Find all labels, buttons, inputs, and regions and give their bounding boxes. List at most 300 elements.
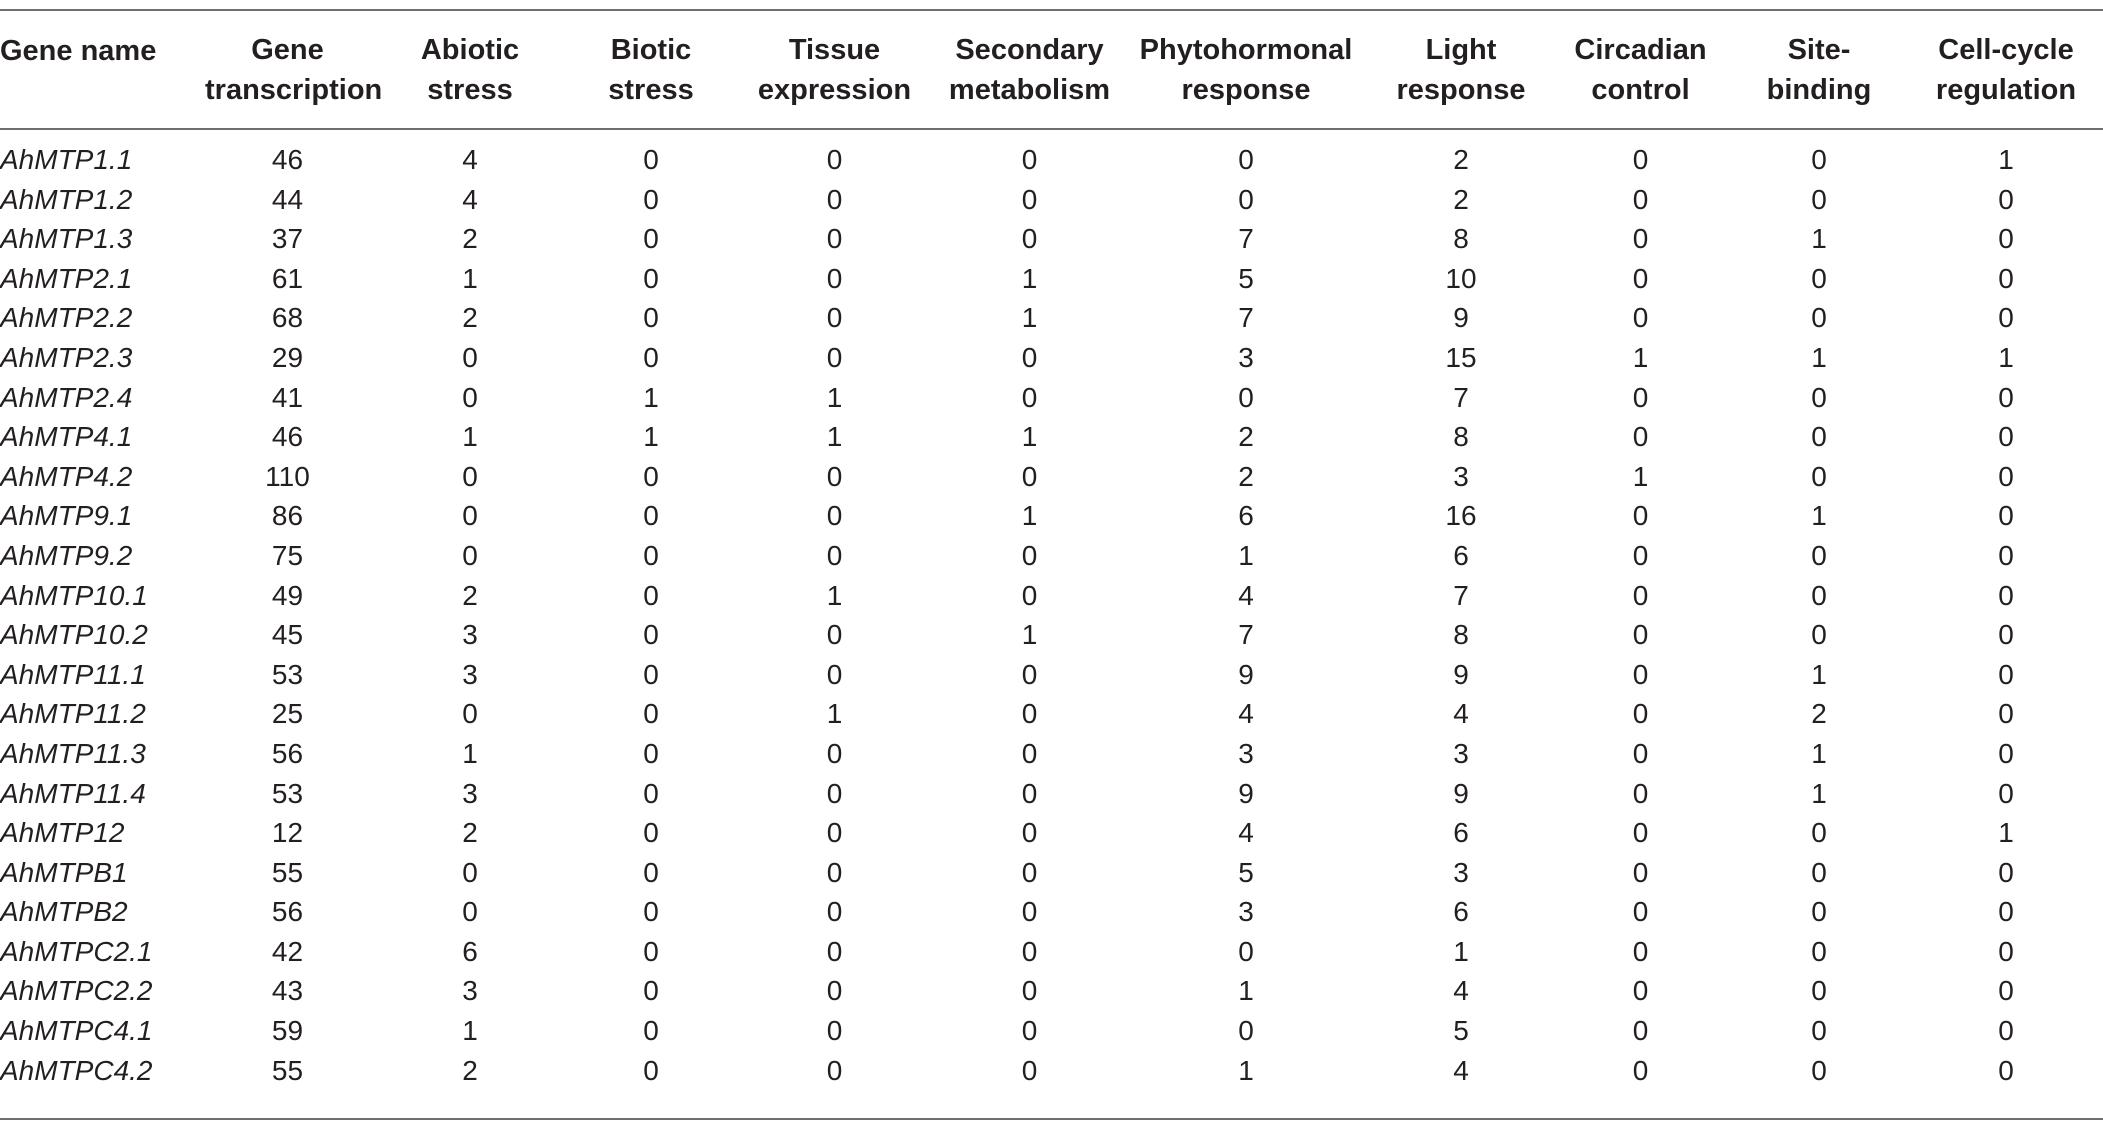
cell-tissue-expression: 1 — [826, 421, 843, 453]
cell-circadian-control: 0 — [1632, 500, 1649, 532]
col-header-abiotic-stress: Abiotic stress — [420, 33, 520, 106]
cell-tissue-expression: 1 — [826, 698, 843, 730]
cell-biotic-stress: 0 — [643, 539, 659, 571]
cell-gene-name: AhMTP4.1 — [0, 421, 133, 453]
cell-abiotic-stress: 3 — [462, 777, 478, 809]
cell-abiotic-stress: 0 — [462, 896, 478, 928]
cell-tissue-expression: 0 — [826, 737, 843, 769]
cell-light-response: 6 — [1453, 817, 1469, 849]
cell-site-binding: 1 — [1811, 658, 1827, 690]
cell-cell-cycle-regulation: 0 — [1998, 421, 2014, 453]
cell-secondary-metabolism: 0 — [1021, 341, 1038, 373]
cell-biotic-stress: 0 — [643, 856, 659, 888]
cell-tissue-expression: 0 — [826, 1015, 843, 1047]
cell-site-binding: 0 — [1811, 421, 1827, 453]
cell-site-binding: 0 — [1811, 144, 1827, 175]
header-row — [0, 11, 2103, 128]
cell-light-response: 9 — [1453, 777, 1469, 809]
cell-circadian-control: 0 — [1632, 262, 1649, 294]
cell-gene-name: AhMTP1.3 — [0, 223, 133, 255]
cell-circadian-control: 0 — [1632, 658, 1649, 690]
col-header-biotic-stress: Biotic stress — [608, 33, 694, 106]
cell-gene-transcription: 56 — [271, 737, 304, 769]
cell-biotic-stress: 0 — [643, 1015, 659, 1047]
cell-cell-cycle-regulation: 0 — [1998, 262, 2014, 294]
cell-light-response: 3 — [1453, 460, 1469, 492]
cell-phytohormonal-response: 7 — [1238, 619, 1254, 651]
cell-tissue-expression: 1 — [826, 579, 843, 611]
cell-secondary-metabolism: 1 — [1021, 421, 1038, 453]
cell-circadian-control: 0 — [1632, 1015, 1649, 1047]
cell-circadian-control: 0 — [1632, 223, 1649, 255]
cell-tissue-expression: 0 — [826, 896, 843, 928]
cell-phytohormonal-response: 0 — [1238, 1015, 1254, 1047]
cell-circadian-control: 0 — [1632, 421, 1649, 453]
cell-cell-cycle-regulation: 0 — [1998, 698, 2014, 730]
table-row — [0, 298, 2103, 338]
cell-cell-cycle-regulation: 1 — [1998, 341, 2014, 373]
cell-biotic-stress: 1 — [643, 421, 659, 453]
cell-circadian-control: 0 — [1632, 1054, 1649, 1086]
cell-gene-transcription: 42 — [271, 935, 304, 967]
cell-circadian-control: 1 — [1632, 460, 1649, 492]
cell-secondary-metabolism: 0 — [1021, 698, 1038, 730]
cell-site-binding: 1 — [1811, 341, 1827, 373]
cell-cell-cycle-regulation: 0 — [1998, 896, 2014, 928]
cell-tissue-expression: 0 — [826, 619, 843, 651]
cell-cell-cycle-regulation: 0 — [1998, 1015, 2014, 1047]
cell-gene-transcription: 55 — [271, 856, 304, 888]
table-row — [0, 655, 2103, 695]
cell-cell-cycle-regulation: 0 — [1998, 777, 2014, 809]
cell-gene-transcription: 110 — [265, 460, 310, 492]
cell-gene-transcription: 46 — [271, 144, 304, 175]
cell-light-response: 8 — [1453, 223, 1469, 255]
cell-site-binding: 0 — [1811, 896, 1827, 928]
cell-biotic-stress: 0 — [643, 223, 659, 255]
cell-circadian-control: 0 — [1632, 539, 1649, 571]
cell-secondary-metabolism: 0 — [1021, 658, 1038, 690]
cell-site-binding: 0 — [1811, 302, 1827, 334]
cell-light-response: 4 — [1453, 698, 1469, 730]
cell-secondary-metabolism: 0 — [1021, 539, 1038, 571]
cell-cell-cycle-regulation: 0 — [1998, 975, 2014, 1007]
cell-cell-cycle-regulation: 0 — [1998, 381, 2014, 413]
cell-tissue-expression: 1 — [826, 381, 843, 413]
cell-phytohormonal-response: 0 — [1238, 183, 1254, 215]
table-row — [0, 417, 2103, 457]
cell-abiotic-stress: 0 — [462, 460, 478, 492]
cell-phytohormonal-response: 3 — [1238, 737, 1254, 769]
cell-secondary-metabolism: 0 — [1021, 223, 1038, 255]
cell-secondary-metabolism: 1 — [1021, 619, 1038, 651]
cell-gene-transcription: 53 — [271, 658, 304, 690]
cell-abiotic-stress: 0 — [462, 381, 478, 413]
cell-site-binding: 1 — [1811, 777, 1827, 809]
table-row — [0, 536, 2103, 576]
cell-phytohormonal-response: 6 — [1238, 500, 1254, 532]
cell-circadian-control: 0 — [1632, 737, 1649, 769]
cell-circadian-control: 0 — [1632, 698, 1649, 730]
cell-tissue-expression: 0 — [826, 975, 843, 1007]
cell-biotic-stress: 0 — [643, 975, 659, 1007]
cell-gene-transcription: 41 — [271, 381, 304, 413]
cell-site-binding: 2 — [1811, 698, 1827, 730]
cell-abiotic-stress: 3 — [462, 619, 478, 651]
cell-biotic-stress: 0 — [643, 341, 659, 373]
cell-tissue-expression: 0 — [826, 817, 843, 849]
cell-gene-transcription: 68 — [271, 302, 304, 334]
cell-tissue-expression: 0 — [826, 144, 843, 175]
cell-secondary-metabolism: 1 — [1021, 500, 1038, 532]
cell-site-binding: 0 — [1811, 975, 1827, 1007]
cell-phytohormonal-response: 5 — [1238, 262, 1254, 294]
table-row — [0, 128, 2103, 180]
cell-gene-name: AhMTPB2 — [0, 896, 128, 928]
cell-site-binding: 0 — [1811, 619, 1827, 651]
cell-light-response: 2 — [1453, 183, 1469, 215]
cell-secondary-metabolism: 0 — [1021, 579, 1038, 611]
cell-tissue-expression: 0 — [826, 856, 843, 888]
cell-secondary-metabolism: 0 — [1021, 817, 1038, 849]
cell-cell-cycle-regulation: 0 — [1998, 856, 2014, 888]
cell-tissue-expression: 0 — [826, 341, 843, 373]
cell-gene-name: AhMTPC2.1 — [0, 935, 153, 967]
cell-gene-name: AhMTP10.2 — [0, 619, 148, 651]
cell-tissue-expression: 0 — [826, 223, 843, 255]
cell-light-response: 9 — [1453, 658, 1469, 690]
cell-biotic-stress: 0 — [643, 619, 659, 651]
cell-gene-name: AhMTP2.3 — [0, 341, 133, 373]
cell-circadian-control: 0 — [1632, 896, 1649, 928]
cis-element-table — [0, 11, 2103, 1090]
cell-abiotic-stress: 0 — [462, 341, 478, 373]
cell-tissue-expression: 0 — [826, 1054, 843, 1086]
cell-gene-transcription: 45 — [271, 619, 304, 651]
table-row — [0, 338, 2103, 378]
cell-abiotic-stress: 0 — [462, 539, 478, 571]
cell-tissue-expression: 0 — [826, 539, 843, 571]
cell-cell-cycle-regulation: 0 — [1998, 658, 2014, 690]
cell-gene-transcription: 49 — [271, 579, 304, 611]
cell-phytohormonal-response: 7 — [1238, 302, 1254, 334]
cell-light-response: 15 — [1445, 341, 1477, 373]
cell-cell-cycle-regulation: 0 — [1998, 183, 2014, 215]
cell-light-response: 6 — [1453, 539, 1469, 571]
cell-biotic-stress: 0 — [643, 698, 659, 730]
cell-biotic-stress: 0 — [643, 144, 659, 175]
cell-gene-transcription: 46 — [271, 421, 304, 453]
cell-site-binding: 0 — [1811, 856, 1827, 888]
table-row — [0, 576, 2103, 616]
cell-secondary-metabolism: 0 — [1021, 737, 1038, 769]
cell-abiotic-stress: 4 — [462, 144, 478, 175]
cell-tissue-expression: 0 — [826, 183, 843, 215]
cell-gene-transcription: 53 — [271, 777, 304, 809]
table-row — [0, 853, 2103, 893]
cell-tissue-expression: 0 — [826, 777, 843, 809]
cell-gene-name: AhMTP9.2 — [0, 539, 133, 571]
col-header-tissue-expression: Tissue expression — [757, 33, 912, 106]
table-row — [0, 892, 2103, 932]
cell-site-binding: 0 — [1811, 183, 1827, 215]
cell-gene-name: AhMTP1.2 — [0, 183, 133, 215]
cell-secondary-metabolism: 1 — [1021, 302, 1038, 334]
col-header-gene-transcription: Gene transcription — [205, 33, 383, 106]
cell-gene-transcription: 86 — [271, 500, 304, 532]
cell-abiotic-stress: 3 — [462, 975, 478, 1007]
cell-phytohormonal-response: 9 — [1238, 777, 1254, 809]
cell-biotic-stress: 1 — [643, 381, 659, 413]
table-row — [0, 694, 2103, 734]
cell-biotic-stress: 0 — [643, 302, 659, 334]
cell-phytohormonal-response: 7 — [1238, 223, 1254, 255]
cell-biotic-stress: 0 — [643, 935, 659, 967]
cell-circadian-control: 0 — [1632, 302, 1649, 334]
cell-circadian-control: 0 — [1632, 144, 1649, 175]
cell-site-binding: 1 — [1811, 500, 1827, 532]
cell-gene-name: AhMTP10.1 — [0, 579, 148, 611]
cell-gene-name: AhMTP4.2 — [0, 460, 133, 492]
col-header-cell-cycle-regulation: Cell-cycle regulation — [1935, 33, 2077, 106]
cell-abiotic-stress: 2 — [462, 579, 478, 611]
cell-biotic-stress: 0 — [643, 896, 659, 928]
table-row — [0, 734, 2103, 774]
cell-abiotic-stress: 6 — [462, 935, 478, 967]
table-row — [0, 932, 2103, 972]
cell-tissue-expression: 0 — [826, 460, 843, 492]
cell-biotic-stress: 0 — [643, 658, 659, 690]
cell-cell-cycle-regulation: 0 — [1998, 460, 2014, 492]
cell-cell-cycle-regulation: 1 — [1998, 144, 2014, 175]
cell-gene-transcription: 29 — [271, 341, 304, 373]
cell-phytohormonal-response: 1 — [1238, 539, 1254, 571]
cell-abiotic-stress: 4 — [462, 183, 478, 215]
cell-phytohormonal-response: 4 — [1238, 817, 1254, 849]
cell-tissue-expression: 0 — [826, 935, 843, 967]
cell-circadian-control: 0 — [1632, 817, 1649, 849]
cell-circadian-control: 0 — [1632, 381, 1649, 413]
cell-biotic-stress: 0 — [643, 183, 659, 215]
cell-gene-name: AhMTPB1 — [0, 856, 128, 888]
cell-phytohormonal-response: 5 — [1238, 856, 1254, 888]
col-header-gene-name: Gene name — [0, 35, 157, 67]
cell-biotic-stress: 0 — [643, 262, 659, 294]
cell-light-response: 8 — [1453, 421, 1469, 453]
cell-light-response: 6 — [1453, 896, 1469, 928]
col-header-circadian-control: Circadian control — [1574, 33, 1707, 106]
cell-biotic-stress: 0 — [643, 1054, 659, 1086]
cell-cell-cycle-regulation: 0 — [1998, 1054, 2014, 1086]
cell-light-response: 2 — [1453, 144, 1469, 175]
cell-gene-name: AhMTP11.3 — [0, 737, 146, 769]
cell-gene-name: AhMTP2.4 — [0, 381, 133, 413]
cell-light-response: 3 — [1453, 737, 1469, 769]
cell-abiotic-stress: 0 — [462, 856, 478, 888]
cell-cell-cycle-regulation: 0 — [1998, 539, 2014, 571]
cell-gene-name: AhMTPC4.2 — [0, 1054, 153, 1086]
cell-light-response: 9 — [1453, 302, 1469, 334]
cell-light-response: 1 — [1453, 935, 1469, 967]
cell-light-response: 5 — [1453, 1015, 1469, 1047]
cell-abiotic-stress: 1 — [462, 737, 478, 769]
cell-phytohormonal-response: 2 — [1238, 421, 1254, 453]
cell-site-binding: 1 — [1811, 737, 1827, 769]
cell-biotic-stress: 0 — [643, 817, 659, 849]
cell-abiotic-stress: 2 — [462, 817, 478, 849]
cell-tissue-expression: 0 — [826, 500, 843, 532]
cell-light-response: 7 — [1453, 579, 1469, 611]
cell-light-response: 4 — [1453, 1054, 1469, 1086]
cell-phytohormonal-response: 2 — [1238, 460, 1254, 492]
cell-site-binding: 0 — [1811, 381, 1827, 413]
cell-cell-cycle-regulation: 0 — [1998, 223, 2014, 255]
cell-site-binding: 0 — [1811, 539, 1827, 571]
col-header-site-binding: Site- binding — [1766, 33, 1872, 106]
cell-circadian-control: 0 — [1632, 975, 1649, 1007]
cell-secondary-metabolism: 0 — [1021, 896, 1038, 928]
cell-site-binding: 0 — [1811, 460, 1827, 492]
cell-gene-name: AhMTPC4.1 — [0, 1015, 153, 1047]
cell-circadian-control: 1 — [1632, 341, 1649, 373]
cell-cell-cycle-regulation: 0 — [1998, 500, 2014, 532]
cell-cell-cycle-regulation: 0 — [1998, 737, 2014, 769]
cell-phytohormonal-response: 9 — [1238, 658, 1254, 690]
table-bottom-rule — [0, 1118, 2103, 1120]
cell-tissue-expression: 0 — [826, 658, 843, 690]
cell-gene-transcription: 44 — [271, 183, 304, 215]
cell-secondary-metabolism: 0 — [1021, 856, 1038, 888]
cell-secondary-metabolism: 0 — [1021, 381, 1038, 413]
cell-abiotic-stress: 2 — [462, 223, 478, 255]
cell-phytohormonal-response: 3 — [1238, 341, 1254, 373]
cell-circadian-control: 0 — [1632, 619, 1649, 651]
cell-gene-transcription: 55 — [271, 1054, 304, 1086]
table-row — [0, 1051, 2103, 1091]
cell-biotic-stress: 0 — [643, 579, 659, 611]
table-row — [0, 259, 2103, 299]
cell-secondary-metabolism: 1 — [1021, 262, 1038, 294]
cell-secondary-metabolism: 0 — [1021, 1054, 1038, 1086]
cell-secondary-metabolism: 0 — [1021, 183, 1038, 215]
table-row — [0, 457, 2103, 497]
cell-cell-cycle-regulation: 0 — [1998, 619, 2014, 651]
col-header-secondary-metabolism: Secondary metabolism — [948, 33, 1111, 106]
cell-cell-cycle-regulation: 0 — [1998, 579, 2014, 611]
cell-biotic-stress: 0 — [643, 737, 659, 769]
cell-gene-transcription: 25 — [271, 698, 304, 730]
cell-site-binding: 0 — [1811, 262, 1827, 294]
cell-site-binding: 0 — [1811, 935, 1827, 967]
cell-circadian-control: 0 — [1632, 183, 1649, 215]
cell-light-response: 16 — [1445, 500, 1477, 532]
cell-circadian-control: 0 — [1632, 579, 1649, 611]
cell-gene-transcription: 59 — [271, 1015, 304, 1047]
table-header — [0, 11, 2103, 128]
cell-biotic-stress: 0 — [643, 777, 659, 809]
cell-tissue-expression: 0 — [826, 262, 843, 294]
cell-tissue-expression: 0 — [826, 302, 843, 334]
cell-gene-transcription: 61 — [271, 262, 304, 294]
cell-light-response: 4 — [1453, 975, 1469, 1007]
cell-site-binding: 0 — [1811, 1015, 1827, 1047]
table-row — [0, 774, 2103, 814]
cell-gene-transcription: 37 — [271, 223, 304, 255]
cell-gene-transcription: 75 — [271, 539, 304, 571]
cell-abiotic-stress: 2 — [462, 302, 478, 334]
cell-gene-name: AhMTP9.1 — [0, 500, 133, 532]
cell-cell-cycle-regulation: 1 — [1998, 817, 2014, 849]
cell-gene-transcription: 12 — [271, 817, 304, 849]
cell-gene-name: AhMTP11.2 — [0, 698, 146, 730]
cell-secondary-metabolism: 0 — [1021, 935, 1038, 967]
table-row — [0, 813, 2103, 853]
cell-cell-cycle-regulation: 0 — [1998, 302, 2014, 334]
cell-phytohormonal-response: 0 — [1238, 381, 1254, 413]
cell-gene-name: AhMTP12 — [0, 817, 125, 849]
cell-biotic-stress: 0 — [643, 460, 659, 492]
cell-gene-name: AhMTP11.1 — [0, 658, 146, 690]
col-header-phytohormonal-response: Phytohormonal response — [1139, 33, 1353, 106]
cell-circadian-control: 0 — [1632, 856, 1649, 888]
cell-secondary-metabolism: 0 — [1021, 144, 1038, 175]
cell-phytohormonal-response: 0 — [1238, 935, 1254, 967]
table-row — [0, 378, 2103, 418]
cell-site-binding: 0 — [1811, 817, 1827, 849]
table-body — [0, 128, 2103, 1090]
cell-abiotic-stress: 2 — [462, 1054, 478, 1086]
cell-secondary-metabolism: 0 — [1021, 975, 1038, 1007]
cell-gene-transcription: 43 — [271, 975, 304, 1007]
cell-phytohormonal-response: 3 — [1238, 896, 1254, 928]
cell-phytohormonal-response: 4 — [1238, 579, 1254, 611]
col-header-light-response: Light response — [1396, 33, 1526, 106]
cell-phytohormonal-response: 0 — [1238, 144, 1254, 175]
cell-abiotic-stress: 1 — [462, 262, 478, 294]
cell-gene-name: AhMTPC2.2 — [0, 975, 153, 1007]
cell-abiotic-stress: 1 — [462, 421, 478, 453]
cell-secondary-metabolism: 0 — [1021, 777, 1038, 809]
table-row — [0, 1011, 2103, 1051]
cell-phytohormonal-response: 1 — [1238, 1054, 1254, 1086]
cell-cell-cycle-regulation: 0 — [1998, 935, 2014, 967]
cell-phytohormonal-response: 4 — [1238, 698, 1254, 730]
cell-light-response: 3 — [1453, 856, 1469, 888]
cell-gene-name: AhMTP2.2 — [0, 302, 133, 334]
table-row — [0, 496, 2103, 536]
cell-gene-name: AhMTP11.4 — [0, 777, 146, 809]
cell-circadian-control: 0 — [1632, 935, 1649, 967]
cell-phytohormonal-response: 1 — [1238, 975, 1254, 1007]
table-row — [0, 971, 2103, 1011]
cell-light-response: 8 — [1453, 619, 1469, 651]
cell-gene-name: AhMTP2.1 — [0, 262, 133, 294]
table-row — [0, 180, 2103, 220]
cell-gene-name: AhMTP1.1 — [0, 144, 133, 175]
cell-secondary-metabolism: 0 — [1021, 460, 1038, 492]
cell-light-response: 7 — [1453, 381, 1469, 413]
cell-biotic-stress: 0 — [643, 500, 659, 532]
table-row — [0, 219, 2103, 259]
cell-site-binding: 1 — [1811, 223, 1827, 255]
cell-abiotic-stress: 1 — [462, 1015, 478, 1047]
cell-secondary-metabolism: 0 — [1021, 1015, 1038, 1047]
table-row — [0, 615, 2103, 655]
cell-gene-transcription: 56 — [271, 896, 304, 928]
cell-site-binding: 0 — [1811, 1054, 1827, 1086]
cell-circadian-control: 0 — [1632, 777, 1649, 809]
cell-abiotic-stress: 0 — [462, 698, 478, 730]
